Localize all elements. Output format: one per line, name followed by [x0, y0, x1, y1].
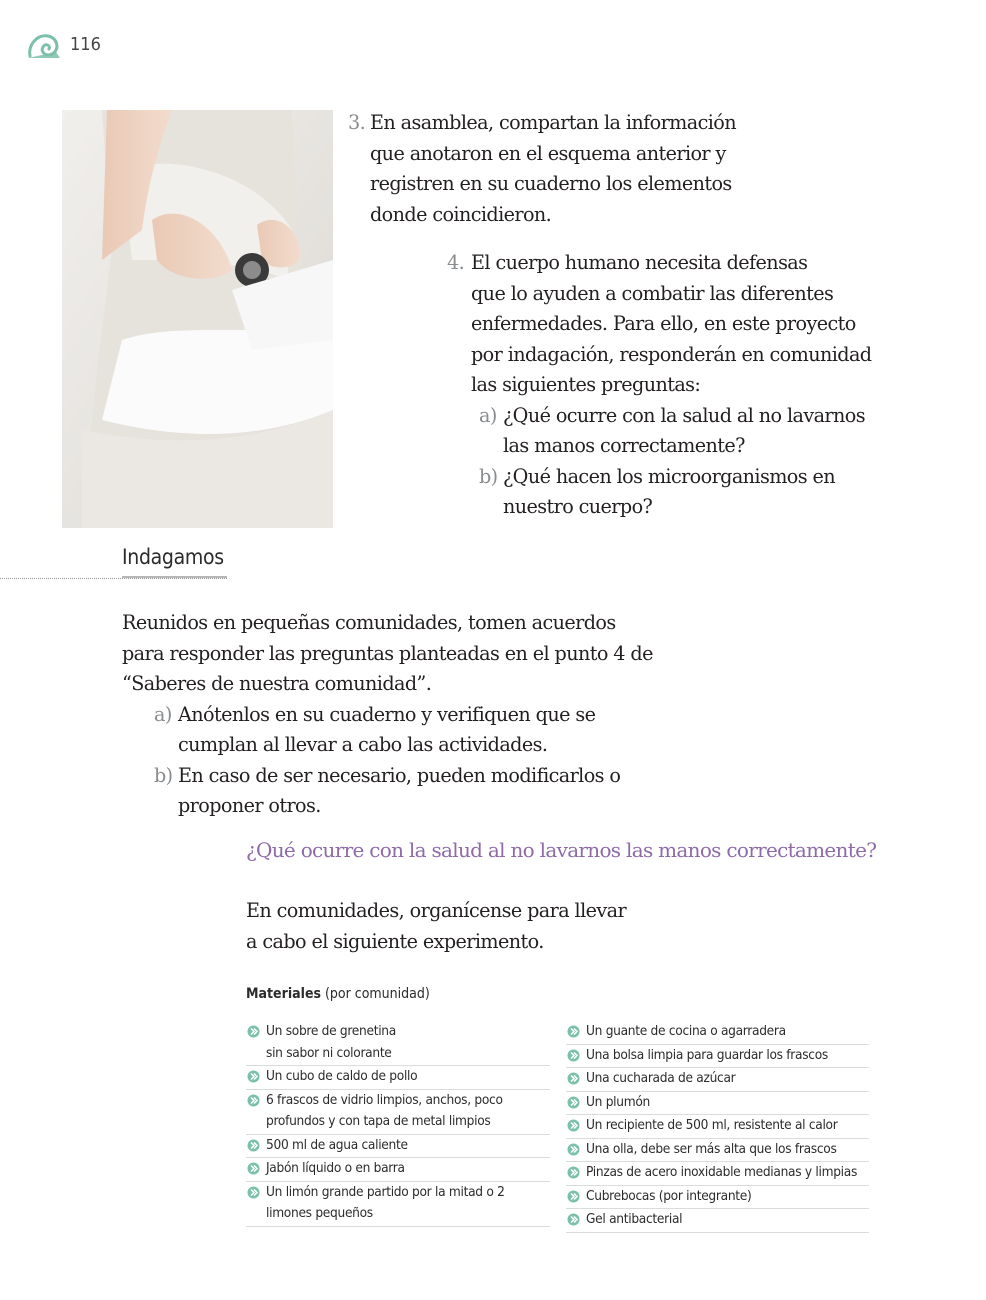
text-line: por indagación, responderán en comunidad: [471, 342, 872, 366]
material-item: [566, 1139, 869, 1163]
text-line: donde coincidieron.: [370, 202, 552, 226]
material-item: [566, 1209, 869, 1233]
text-line: registren en su cuaderno los elementos: [370, 172, 732, 195]
experiment-paragraph: [246, 896, 666, 957]
text-line: proponer otros.: [178, 794, 321, 817]
material-text: Un sobre de grenetina: [266, 1023, 396, 1039]
material-item: [246, 1066, 550, 1090]
material-text: sin sabor ni colorante: [266, 1044, 392, 1061]
material-text: Un guante de cocina o agarradera: [586, 1023, 786, 1039]
material-item: [566, 1115, 869, 1139]
bullet-arrow-icon: [247, 1094, 261, 1107]
material-item: [566, 1162, 869, 1186]
question-a: [479, 401, 877, 462]
page-number: 116: [70, 34, 101, 55]
text-line: para responder las preguntas planteadas en el punto 4 de: [122, 641, 653, 665]
text-line: a cabo el siguiente experimento.: [246, 929, 544, 953]
text-line: ¿Qué hacen los microorganismos en: [503, 464, 836, 488]
material-item: [246, 1021, 550, 1066]
material-text: Un cubo de caldo de pollo: [266, 1068, 418, 1084]
material-item: [566, 1021, 869, 1045]
spiral-logo-icon: [26, 30, 62, 62]
section-heading: Indagamos: [122, 545, 224, 569]
text-line: Reunidos en pequeñas comunidades, tomen acuerdos: [122, 611, 616, 634]
bullet-arrow-icon: [567, 1119, 581, 1132]
material-item: [246, 1158, 550, 1182]
materials-title: [246, 986, 430, 1002]
stethoscope-photo: [62, 110, 333, 528]
material-text: Una cucharada de azúcar: [586, 1070, 736, 1086]
materials-subtitle: (por comunidad): [324, 986, 430, 1002]
material-text: 500 ml de agua caliente: [266, 1136, 408, 1153]
bullet-arrow-icon: [567, 1096, 581, 1109]
text-line: El cuerpo humano necesita defensas: [471, 251, 808, 274]
material-text: Una bolsa limpia para guardar los frascos: [586, 1046, 828, 1063]
material-item: [566, 1045, 869, 1069]
material-item: [246, 1135, 550, 1159]
heading-dotted-rule: [0, 578, 227, 579]
material-text: Una olla, debe ser más alta que los frascos: [586, 1140, 837, 1157]
bullet-arrow-icon: [247, 1139, 261, 1152]
list-item-a: [154, 700, 682, 761]
material-text: Jabón líquido o en barra: [266, 1160, 405, 1176]
list-marker: a): [479, 403, 497, 427]
material-text: Pinzas de acero inoxidable medianas y limpias: [586, 1164, 858, 1180]
bullet-arrow-icon: [247, 1070, 261, 1083]
list-marker: a): [154, 702, 172, 726]
material-text: Un plumón: [586, 1093, 650, 1110]
list-marker: b): [154, 763, 173, 787]
text-line: Anótenlos en su cuaderno y verifiquen que se: [178, 702, 596, 726]
text-line: “Saberes de nuestra comunidad”.: [122, 672, 432, 695]
bullet-arrow-icon: [567, 1166, 581, 1179]
step-3: [348, 108, 748, 230]
text-line: En asamblea, compartan la información: [370, 111, 737, 134]
material-text: Un recipiente de 500 ml, resistente al calor: [586, 1117, 838, 1133]
bullet-arrow-icon: [567, 1025, 581, 1038]
question-b: [479, 462, 877, 523]
bullet-arrow-icon: [247, 1186, 261, 1199]
text-line: las manos correctamente?: [503, 434, 745, 457]
material-text: Cubrebocas (por integrante): [586, 1187, 752, 1204]
materials-list-left: [246, 1021, 550, 1227]
intro-paragraph: [122, 608, 682, 822]
bullet-arrow-icon: [567, 1213, 581, 1226]
bullet-arrow-icon: [567, 1072, 581, 1085]
question-heading: ¿Qué ocurre con la salud al no lavarnos las manos correctamente?: [246, 838, 877, 862]
material-item: [566, 1068, 869, 1092]
list-marker: b): [479, 464, 498, 488]
material-text: limones pequeños: [266, 1205, 373, 1221]
bullet-arrow-icon: [567, 1143, 581, 1156]
step-4-marker: 4.: [447, 251, 465, 274]
text-line: las siguientes preguntas:: [471, 373, 701, 396]
text-line: En caso de ser necesario, pueden modificarlos o: [178, 763, 621, 787]
text-line: ¿Qué ocurre con la salud al no lavarnos: [503, 403, 865, 427]
materials-list-right: [566, 1021, 869, 1233]
bullet-arrow-icon: [567, 1190, 581, 1203]
material-text: profundos y con tapa de metal limpios: [266, 1113, 491, 1129]
text-line: que anotaron en el esquema anterior y: [370, 141, 726, 165]
material-item: [566, 1186, 869, 1210]
material-text: 6 frascos de vidrio limpios, anchos, poco: [266, 1091, 503, 1108]
step-3-marker: 3.: [348, 111, 366, 134]
materials-label: Materiales: [246, 986, 321, 1002]
bullet-arrow-icon: [567, 1049, 581, 1062]
bullet-arrow-icon: [247, 1025, 261, 1038]
text-line: que lo ayuden a combatir las diferentes: [471, 281, 834, 305]
text-line: cumplan al llevar a cabo las actividades.: [178, 733, 548, 756]
step-4: [447, 248, 877, 523]
material-item: [246, 1182, 550, 1227]
material-item: [566, 1092, 869, 1116]
list-item-b: [154, 761, 682, 822]
material-item: [246, 1090, 550, 1135]
text-line: En comunidades, organícense para llevar: [246, 899, 627, 922]
material-text: Gel antibacterial: [586, 1211, 683, 1227]
heading-underline-bar: [122, 576, 227, 578]
text-line: nuestro cuerpo?: [503, 495, 653, 518]
bullet-arrow-icon: [247, 1162, 261, 1175]
text-line: enfermedades. Para ello, en este proyecto: [471, 312, 856, 335]
material-text: Un limón grande partido por la mitad o 2: [266, 1183, 505, 1200]
